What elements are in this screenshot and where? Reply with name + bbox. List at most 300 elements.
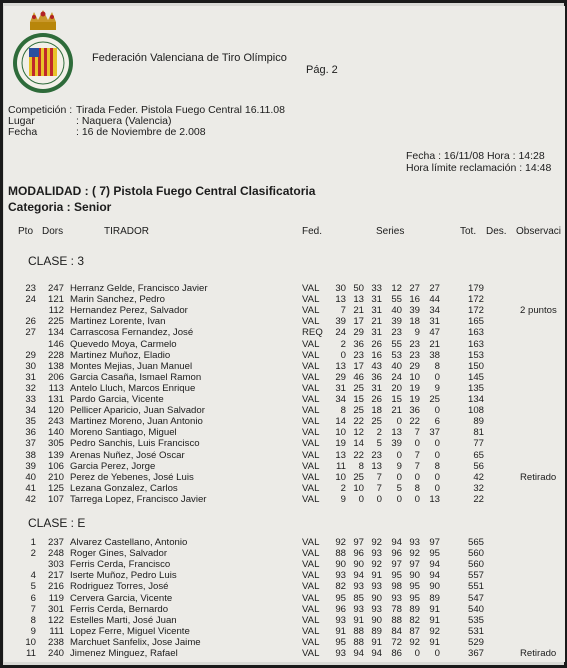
table-row (4, 570, 565, 581)
total-cell: 565 (467, 537, 484, 548)
rank-cell: 33 (25, 394, 36, 405)
series-2-cell: 21 (353, 305, 364, 317)
series-6-cell: 97 (429, 537, 440, 548)
rank-cell: 1 (30, 537, 36, 548)
series-1-cell: 10 (335, 471, 346, 483)
series-2-cell: 94 (353, 570, 364, 582)
total-cell: 163 (467, 327, 484, 339)
series-3-cell: 26 (371, 338, 382, 350)
series-2-cell: 85 (353, 592, 364, 604)
series-4-cell: 39 (391, 316, 402, 328)
bib-cell: 305 (47, 438, 64, 450)
total-cell: 135 (467, 382, 484, 394)
series-6-cell: 89 (429, 592, 440, 604)
total-cell: 32 (473, 482, 484, 494)
claim-deadline: Hora límite reclamación : 14:48 (406, 162, 552, 174)
bib-cell: 111 (49, 625, 64, 637)
rank-cell: 39 (25, 460, 36, 472)
total-cell: 22 (473, 493, 484, 505)
series-5-cell: 0 (414, 438, 420, 450)
series-1-cell: 31 (335, 382, 346, 394)
series-1-cell: 34 (335, 394, 346, 405)
col-dors: Dors (42, 226, 64, 237)
shooter-name-cell: Pardo Garcia, Vicente (70, 394, 164, 405)
col-fed: Fed. (302, 226, 323, 237)
federation-cell: VAL (302, 548, 320, 560)
federation-cell: VAL (302, 570, 320, 582)
federation-cell: VAL (302, 493, 320, 505)
rank-cell: 4 (30, 570, 36, 582)
series-2-cell: 91 (353, 614, 364, 626)
bib-cell: 113 (48, 382, 64, 394)
series-2-cell: 8 (358, 460, 364, 472)
series-2-cell: 25 (353, 471, 364, 483)
federation-crest-logo (10, 8, 76, 96)
series-5-cell: 7 (414, 460, 420, 472)
total-cell: 77 (473, 438, 484, 450)
place-label: Lugar (8, 115, 35, 127)
federation-cell: VAL (302, 305, 320, 317)
series-1-cell: 7 (340, 305, 346, 317)
series-2-cell: 22 (353, 449, 364, 461)
bib-cell: 240 (47, 648, 64, 659)
table-row (4, 483, 565, 494)
series-2-cell: 13 (353, 294, 364, 306)
shooter-name-cell: Ferris Cerda, Francisco (70, 559, 171, 571)
bib-cell: 303 (47, 559, 64, 571)
table-row (4, 394, 565, 405)
series-3-cell: 7 (376, 482, 382, 494)
series-3-cell: 31 (371, 382, 382, 394)
series-5-cell: 92 (409, 636, 420, 648)
series-5-cell: 10 (409, 371, 420, 383)
total-cell: 529 (467, 636, 484, 648)
federation-cell: VAL (302, 349, 320, 361)
federation-cell: VAL (302, 636, 320, 648)
series-5-cell: 23 (409, 338, 420, 350)
series-6-cell: 0 (434, 449, 440, 461)
shooter-name-cell: Lopez Ferre, Miguel Vicente (70, 625, 190, 637)
series-2-cell: 15 (353, 394, 364, 405)
series-4-cell: 9 (396, 460, 402, 472)
series-1-cell: 0 (340, 349, 346, 361)
observation-cell: Retirado (520, 471, 557, 483)
series-3-cell: 31 (371, 294, 382, 306)
shooter-name-cell: Pellicer Aparicio, Juan Salvador (70, 405, 205, 417)
total-cell: 172 (467, 305, 484, 317)
series-6-cell: 90 (429, 581, 440, 593)
shooter-name-cell: Antelo Lluch, Marcos Enrique (70, 382, 196, 394)
series-1-cell: 14 (335, 416, 346, 428)
series-3-cell: 25 (371, 416, 382, 428)
series-5-cell: 0 (414, 648, 420, 659)
series-2-cell: 46 (353, 371, 364, 383)
rank-cell: 10 (25, 636, 36, 648)
place-value: : Naquera (Valencia) (76, 115, 172, 127)
series-4-cell: 78 (391, 603, 402, 615)
series-4-cell: 0 (396, 493, 402, 505)
table-row (4, 461, 565, 472)
total-cell: 108 (467, 405, 484, 417)
bib-cell: 140 (47, 427, 64, 439)
series-6-cell: 25 (429, 394, 440, 405)
bib-cell: 121 (47, 294, 64, 306)
rank-cell: 27 (25, 327, 36, 339)
federation-cell: VAL (302, 581, 320, 593)
table-row (4, 427, 565, 438)
series-5-cell: 7 (414, 427, 420, 439)
bib-cell: 247 (47, 283, 64, 294)
series-4-cell: 12 (391, 283, 402, 294)
rank-cell: 40 (25, 471, 36, 483)
col-tirador: TIRADOR (104, 226, 149, 237)
total-cell: 56 (473, 460, 484, 472)
class-e-heading: CLASE : E (28, 516, 86, 530)
series-2-cell: 23 (353, 349, 364, 361)
series-5-cell: 92 (409, 548, 420, 560)
table-row (4, 626, 565, 637)
shooter-name-cell: Hernandez Perez, Salvador (70, 305, 188, 317)
series-2-cell: 17 (353, 316, 364, 328)
series-5-cell: 8 (414, 482, 420, 494)
series-5-cell: 36 (409, 405, 420, 417)
series-3-cell: 93 (371, 603, 382, 615)
crown-icon (30, 10, 56, 30)
shooter-name-cell: Pedro Sanchis, Luis Francisco (70, 438, 200, 450)
series-5-cell: 23 (409, 349, 420, 361)
series-3-cell: 91 (371, 636, 382, 648)
series-2-cell: 88 (353, 636, 364, 648)
series-1-cell: 95 (335, 592, 346, 604)
rank-cell: 37 (25, 438, 36, 450)
series-1-cell: 96 (335, 603, 346, 615)
page-number: Pág. 2 (306, 64, 338, 76)
series-6-cell: 13 (429, 493, 440, 505)
series-2-cell: 93 (353, 603, 364, 615)
table-row (4, 604, 565, 615)
federation-cell: VAL (302, 592, 320, 604)
series-4-cell: 93 (391, 592, 402, 604)
total-cell: 367 (467, 648, 484, 659)
series-3-cell: 93 (371, 548, 382, 560)
bib-cell: 139 (47, 449, 64, 461)
series-2-cell: 12 (353, 427, 364, 439)
series-6-cell: 0 (434, 471, 440, 483)
series-5-cell: 95 (409, 581, 420, 593)
series-2-cell: 25 (353, 405, 364, 417)
shooter-name-cell: Estelles Marti, José Juan (70, 614, 177, 626)
rank-cell: 8 (30, 614, 36, 626)
series-3-cell: 43 (371, 360, 382, 372)
series-4-cell: 98 (391, 581, 402, 593)
series-6-cell: 31 (429, 316, 440, 328)
table-row (4, 450, 565, 461)
col-pto: Pto (18, 226, 34, 237)
shooter-name-cell: Iserte Muñoz, Pedro Luis (70, 570, 177, 582)
date-label: Fecha (8, 126, 38, 138)
series-4-cell: 88 (391, 614, 402, 626)
total-cell: 179 (467, 283, 484, 294)
federation-cell: VAL (302, 394, 320, 405)
bib-cell: 238 (47, 636, 64, 648)
bib-cell: 146 (47, 338, 64, 350)
total-cell: 163 (467, 338, 484, 350)
series-5-cell: 7 (414, 449, 420, 461)
rank-cell: 35 (25, 416, 36, 428)
table-row (4, 637, 565, 648)
shooter-name-cell: Carrascosa Fernandez, José (70, 327, 194, 339)
series-3-cell: 23 (371, 449, 382, 461)
series-6-cell: 92 (429, 625, 440, 637)
series-6-cell: 21 (429, 338, 440, 350)
shooter-name-cell: Moreno Santiago, Miguel (70, 427, 177, 439)
total-cell: 145 (467, 371, 484, 383)
series-4-cell: 53 (391, 349, 402, 361)
table-row (4, 305, 565, 316)
series-3-cell: 33 (371, 283, 382, 294)
federation-cell: VAL (302, 283, 320, 294)
col-obs: Observaci (516, 226, 562, 237)
series-5-cell: 89 (409, 603, 420, 615)
federation-cell: VAL (302, 438, 320, 450)
bib-cell: 216 (47, 581, 64, 593)
bib-cell: 106 (47, 460, 64, 472)
table-row (4, 615, 565, 626)
bib-cell: 125 (47, 482, 64, 494)
date-value: : 16 de Noviembre de 2.008 (76, 126, 206, 138)
series-6-cell: 91 (429, 603, 440, 615)
series-6-cell: 9 (434, 382, 440, 394)
bib-cell: 138 (47, 360, 64, 372)
table-row (4, 361, 565, 372)
rank-cell: 38 (25, 449, 36, 461)
series-4-cell: 55 (391, 338, 402, 350)
federation-cell: VAL (302, 614, 320, 626)
series-5-cell: 0 (414, 493, 420, 505)
series-6-cell: 0 (434, 648, 440, 659)
series-1-cell: 93 (335, 614, 346, 626)
federation-cell: VAL (302, 648, 320, 659)
series-5-cell: 19 (409, 394, 420, 405)
series-2-cell: 50 (353, 283, 364, 294)
table-row (4, 383, 565, 394)
competition-value: Tirada Feder. Pistola Fuego Central 16.11.08 (76, 104, 285, 116)
series-4-cell: 39 (391, 438, 402, 450)
table-row (4, 559, 565, 570)
category-heading: Categoria : Senior (8, 200, 112, 214)
series-5-cell: 95 (409, 592, 420, 604)
series-1-cell: 24 (335, 327, 346, 339)
series-5-cell: 90 (409, 570, 420, 582)
series-1-cell: 92 (335, 537, 346, 548)
series-4-cell: 72 (391, 636, 402, 648)
series-4-cell: 84 (391, 625, 402, 637)
series-4-cell: 0 (396, 449, 402, 461)
rank-cell: 2 (30, 548, 36, 560)
series-2-cell: 29 (353, 327, 364, 339)
table-row (4, 294, 565, 305)
shooter-name-cell: Martinez Moreno, Juan Antonio (70, 416, 203, 428)
series-5-cell: 9 (414, 327, 420, 339)
table-row (4, 416, 565, 427)
series-6-cell: 34 (429, 305, 440, 317)
shooter-name-cell: Rodriguez Torres, José (70, 581, 169, 593)
series-3-cell: 21 (371, 316, 382, 328)
total-cell: 531 (467, 625, 484, 637)
series-6-cell: 8 (434, 360, 440, 372)
federation-cell: VAL (302, 603, 320, 615)
series-6-cell: 95 (429, 548, 440, 560)
series-6-cell: 6 (434, 416, 440, 428)
series-4-cell: 86 (391, 648, 402, 659)
series-3-cell: 13 (371, 460, 382, 472)
shooter-name-cell: Herranz Gelde, Francisco Javier (70, 283, 208, 294)
series-6-cell: 44 (429, 294, 440, 306)
series-5-cell: 27 (409, 283, 420, 294)
series-6-cell: 0 (434, 405, 440, 417)
series-4-cell: 23 (391, 327, 402, 339)
series-3-cell: 31 (371, 327, 382, 339)
federation-cell: VAL (302, 294, 320, 306)
series-1-cell: 39 (335, 316, 346, 328)
bib-cell: 134 (47, 327, 64, 339)
series-5-cell: 18 (409, 316, 420, 328)
series-1-cell: 10 (335, 427, 346, 439)
table-row (4, 648, 565, 659)
series-1-cell: 13 (335, 294, 346, 306)
series-1-cell: 30 (335, 283, 346, 294)
series-2-cell: 97 (353, 537, 364, 548)
total-cell: 551 (467, 581, 484, 593)
series-2-cell: 25 (353, 382, 364, 394)
series-5-cell: 22 (409, 416, 420, 428)
federation-cell: VAL (302, 559, 320, 571)
shooter-name-cell: Marchuet Sanfelix, Jose Jaime (70, 636, 201, 648)
series-6-cell: 0 (434, 371, 440, 383)
observation-cell: 2 puntos (520, 305, 557, 317)
series-3-cell: 92 (371, 559, 382, 571)
table-row (4, 350, 565, 361)
series-4-cell: 0 (396, 471, 402, 483)
table-row (4, 339, 565, 350)
total-cell: 535 (467, 614, 484, 626)
bib-cell: 217 (47, 570, 64, 582)
shooter-name-cell: Cervera Garcia, Vicente (70, 592, 173, 604)
series-3-cell: 31 (371, 305, 382, 317)
series-5-cell: 29 (409, 360, 420, 372)
series-4-cell: 96 (391, 548, 402, 560)
federation-cell: VAL (302, 382, 320, 394)
series-1-cell: 13 (335, 360, 346, 372)
series-3-cell: 2 (376, 427, 382, 439)
total-cell: 165 (467, 316, 484, 328)
col-des: Des. (486, 226, 507, 237)
table-row (4, 593, 565, 604)
bib-cell: 243 (47, 416, 64, 428)
rank-cell: 29 (25, 349, 36, 361)
series-1-cell: 82 (335, 581, 346, 593)
bib-cell: 210 (47, 471, 64, 483)
series-3-cell: 26 (371, 394, 382, 405)
bib-cell: 112 (48, 305, 64, 317)
series-3-cell: 90 (371, 592, 382, 604)
bib-cell: 237 (47, 537, 64, 548)
series-1-cell: 13 (335, 449, 346, 461)
series-5-cell: 19 (409, 382, 420, 394)
series-6-cell: 0 (434, 438, 440, 450)
series-4-cell: 24 (391, 371, 402, 383)
col-series: Series (376, 226, 405, 237)
series-2-cell: 93 (353, 581, 364, 593)
rank-cell: 30 (25, 360, 36, 372)
series-1-cell: 93 (335, 570, 346, 582)
series-4-cell: 40 (391, 360, 402, 372)
series-1-cell: 88 (335, 548, 346, 560)
series-3-cell: 16 (371, 349, 382, 361)
series-2-cell: 22 (353, 416, 364, 428)
total-cell: 560 (467, 548, 484, 560)
shooter-name-cell: Jimenez Minguez, Rafael (70, 648, 178, 659)
series-4-cell: 15 (391, 394, 402, 405)
total-cell: 153 (467, 349, 484, 361)
series-2-cell: 90 (353, 559, 364, 571)
series-4-cell: 5 (396, 482, 402, 494)
federation-cell: VAL (302, 316, 320, 328)
total-cell: 560 (467, 559, 484, 571)
rank-cell: 5 (30, 581, 36, 593)
bib-cell: 248 (47, 548, 64, 560)
series-5-cell: 87 (409, 625, 420, 637)
series-5-cell: 0 (414, 471, 420, 483)
total-cell: 540 (467, 603, 484, 615)
series-4-cell: 0 (396, 416, 402, 428)
rank-cell: 11 (26, 648, 36, 659)
federation-cell: VAL (302, 371, 320, 383)
series-3-cell: 5 (376, 438, 382, 450)
series-1-cell: 95 (335, 636, 346, 648)
series-6-cell: 91 (429, 614, 440, 626)
federation-cell: VAL (302, 405, 320, 417)
series-2-cell: 0 (358, 493, 364, 505)
shooter-name-cell: Alvarez Castellano, Antonio (70, 537, 188, 548)
series-1-cell: 93 (335, 648, 346, 659)
federation-cell: VAL (302, 449, 320, 461)
modality-heading: MODALIDAD : ( 7) Pistola Fuego Central Clasificatoria (8, 184, 316, 198)
series-1-cell: 11 (336, 460, 346, 472)
total-cell: 172 (467, 294, 484, 306)
series-6-cell: 47 (429, 327, 440, 339)
series-1-cell: 19 (335, 438, 346, 450)
shooter-name-cell: Garcia Casaña, Ismael Ramon (70, 371, 202, 383)
table-row (4, 372, 565, 383)
table-row (4, 494, 565, 505)
series-1-cell: 2 (340, 338, 346, 350)
series-4-cell: 55 (391, 294, 402, 306)
series-3-cell: 92 (371, 537, 382, 548)
rank-cell: 26 (25, 316, 36, 328)
series-4-cell: 13 (391, 427, 402, 439)
series-5-cell: 97 (409, 559, 420, 571)
report-date-time: Fecha : 16/11/08 Hora : 14:28 (406, 150, 545, 162)
total-cell: 65 (473, 449, 484, 461)
rank-cell: 7 (30, 603, 36, 615)
total-cell: 150 (467, 360, 484, 372)
federation-cell: VAL (302, 625, 320, 637)
series-4-cell: 20 (391, 382, 402, 394)
federation-cell: VAL (302, 482, 320, 494)
bib-cell: 228 (47, 349, 64, 361)
table-row (4, 472, 565, 483)
